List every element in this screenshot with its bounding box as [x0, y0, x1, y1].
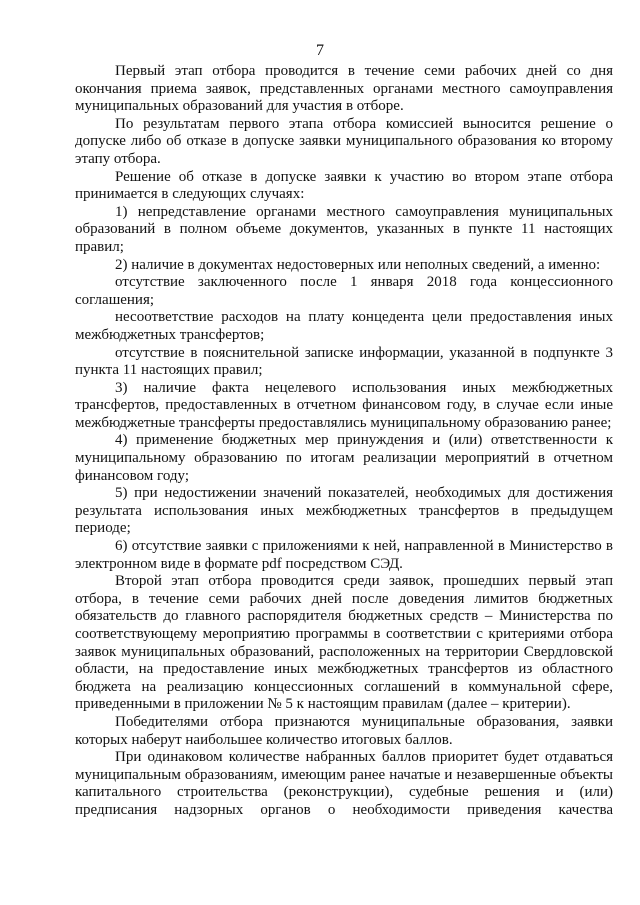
paragraph-second-stage: Второй этап отбора проводится среди заявок, прошедших первый этап отбора, в течение семи рабочих дней после доведения лимитов бюджетных обязательств до главного распорядителя бюджетных средств – Министерства по соответствующему мероприятию программы в соответствии с критериями отбора заявок муниципальных образований, расположенных на территории Свердловской области, на предоставление иных межбюджетных трансфертов из областного бюджета на реализацию концессионных соглашений в коммунальной сфере, приведенными в приложении № 5 к настоящим правилам (далее – критерии).: [75, 573, 613, 713]
list-item-5: 5) при недостижении значений показателей, необходимых для достижения результата использования иных межбюджетных трансфертов в предыдущем периоде;: [75, 485, 613, 537]
paragraph-rejection-intro: Решение об отказе в допуске заявки к участию во втором этапе отбора принимается в следующих случаях:: [75, 168, 613, 203]
paragraph-first-stage-duration: Первый этап отбора проводится в течение семи рабочих дней со дня окончания приема заявок, представленных органами местного самоуправления муниципальных образований для участия в отборе.: [75, 63, 613, 115]
sub-item-no-concession: отсутствие заключенного после 1 января 2018 года концессионного соглашения;: [75, 274, 613, 308]
page-number: 7: [316, 42, 324, 59]
list-item-3: 3) наличие факта нецелевого использования иных межбюджетных трансфертов, предоставленных в отчетном финансовом году, в случае если иные межбюджетные трансферты предоставлялись муниципальному образованию ранее;: [75, 379, 613, 431]
paragraph-winners: Победителями отбора признаются муниципальные образования, заявки которых наберут наибольшее количество итоговых баллов.: [75, 713, 613, 748]
paragraph-equal-scores: При одинаковом количестве набранных баллов приоритет будет отдаваться муниципальным образованиям, имеющим ранее начатые и незавершенные объекты капитального строительства (реконструкции), судебные решения и (или) предписания надзорных органов о необходимости приведения качества: [75, 749, 613, 818]
document-body: [75, 63, 613, 820]
paragraph-first-stage-decision: По результатам первого этапа отбора комиссией выносится решение о допуске либо об отказе в допуске заявки муниципального образования ко второму этапу отбора.: [75, 115, 613, 167]
sub-item-missing-info: отсутствие в пояснительной записке информации, указанной в подпункте 3 пункта 11 настоящих правил;: [75, 344, 613, 379]
list-item-6: 6) отсутствие заявки с приложениями к ней, направленной в Министерство в электронном виде в формате pdf посредством СЭД.: [75, 538, 613, 572]
list-item-1: 1) непредставление органами местного самоуправления муниципальных образований в полном объеме документов, указанных в пункте 11 настоящих правил;: [75, 203, 613, 255]
list-item-2: 2) наличие в документах недостоверных или неполных сведений, а именно:: [115, 256, 601, 273]
list-item-4: 4) применение бюджетных мер принуждения и (или) ответственности к муниципальному образованию по итогам реализации мероприятий в отчетном финансовом году;: [75, 432, 613, 484]
sub-item-expense-mismatch: несоответствие расходов на плату концедента цели предоставления иных межбюджетных трансфертов;: [75, 309, 613, 343]
